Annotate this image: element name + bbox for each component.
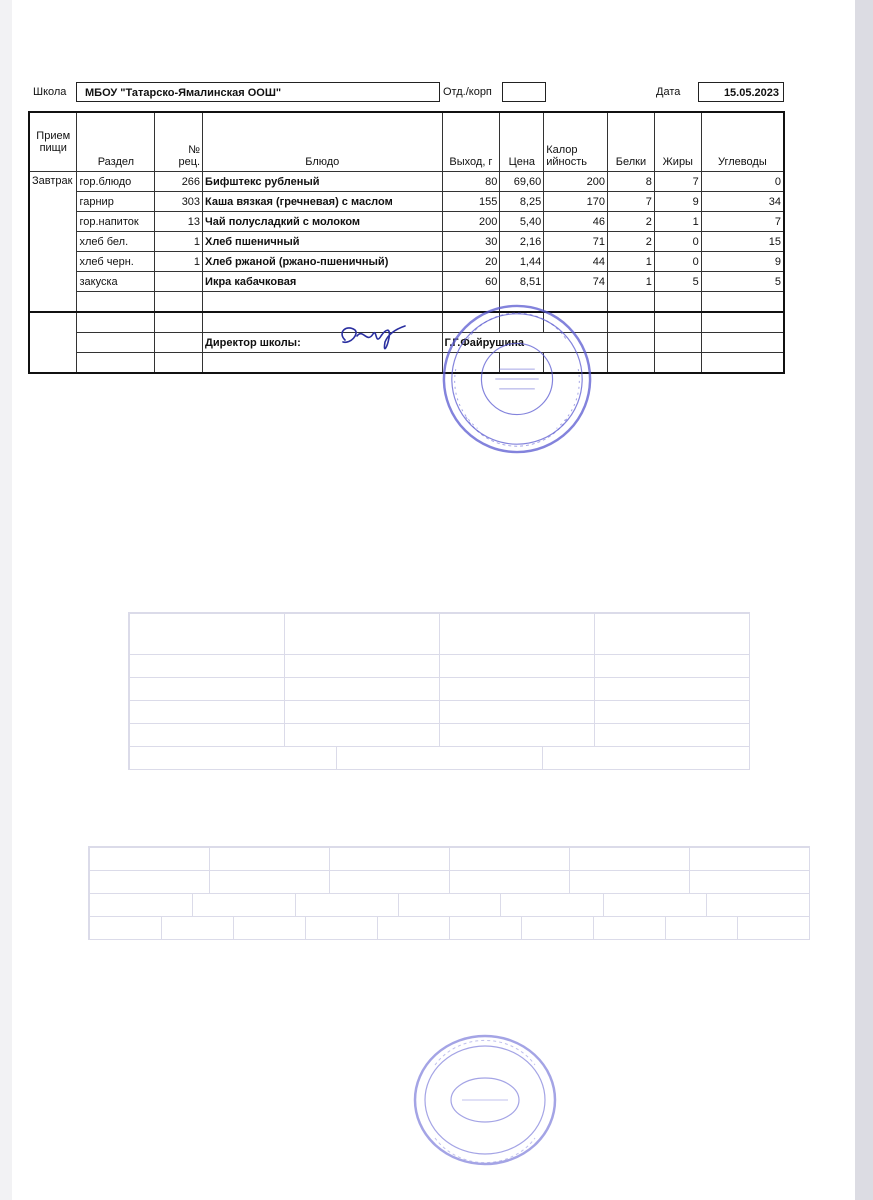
fat-cell: 5 bbox=[654, 272, 701, 292]
protein-cell: 2 bbox=[608, 212, 655, 232]
section-cell: гор.напиток bbox=[77, 212, 155, 232]
table-row-empty bbox=[29, 292, 784, 313]
scan-right-edge bbox=[855, 0, 873, 1200]
calories-cell: 170 bbox=[544, 192, 608, 212]
price-cell: 8,25 bbox=[500, 192, 544, 212]
col-dish-header: Блюдо bbox=[203, 112, 442, 172]
recipe-cell: 266 bbox=[155, 172, 203, 192]
school-label: Школа bbox=[33, 86, 67, 98]
company-seal-bleedthrough bbox=[410, 1030, 560, 1170]
carbs-cell: 7 bbox=[701, 212, 784, 232]
table-row bbox=[29, 192, 784, 212]
fat-cell: 0 bbox=[654, 252, 701, 272]
table-row bbox=[29, 272, 784, 292]
price-cell: 2,16 bbox=[500, 232, 544, 252]
col-output-header: Выход, г bbox=[442, 112, 500, 172]
recipe-cell: 13 bbox=[155, 212, 203, 232]
section-cell: закуска bbox=[77, 272, 155, 292]
output-cell: 155 bbox=[442, 192, 500, 212]
dish-cell: Хлеб пшеничный bbox=[203, 232, 442, 252]
fat-cell: 7 bbox=[654, 172, 701, 192]
meal-cell: Завтрак bbox=[29, 172, 77, 313]
price-cell: 69,60 bbox=[500, 172, 544, 192]
section-cell: гор.блюдо bbox=[77, 172, 155, 192]
fat-cell: 0 bbox=[654, 232, 701, 252]
output-cell: 20 bbox=[442, 252, 500, 272]
calories-cell: 44 bbox=[544, 252, 608, 272]
section-cell: хлеб черн. bbox=[77, 252, 155, 272]
calories-cell: 200 bbox=[544, 172, 608, 192]
table-row bbox=[29, 172, 784, 192]
director-name: Г.Г.Файрушина bbox=[442, 333, 608, 353]
recipe-cell: 1 bbox=[155, 232, 203, 252]
section-cell: хлеб бел. bbox=[77, 232, 155, 252]
col-recipe-header: № рец. bbox=[155, 112, 203, 172]
date-label: Дата bbox=[656, 86, 681, 98]
carbs-cell: 34 bbox=[701, 192, 784, 212]
dish-cell: Хлеб ржаной (ржано-пшеничный) bbox=[203, 252, 442, 272]
school-seal-stamp bbox=[438, 300, 596, 458]
price-cell: 1,44 bbox=[500, 252, 544, 272]
protein-cell: 1 bbox=[608, 272, 655, 292]
school-name-field: МБОУ "Татарско-Ямалинская ООШ" bbox=[76, 82, 440, 102]
col-carbs-header: Углеводы bbox=[701, 112, 784, 172]
col-protein-header: Белки bbox=[608, 112, 655, 172]
fat-cell: 9 bbox=[654, 192, 701, 212]
protein-cell: 7 bbox=[608, 192, 655, 212]
scan-left-edge bbox=[0, 0, 12, 1200]
output-cell: 200 bbox=[442, 212, 500, 232]
price-cell: 5,40 bbox=[500, 212, 544, 232]
col-meal-header: Прием пищи bbox=[29, 112, 77, 172]
carbs-cell: 15 bbox=[701, 232, 784, 252]
col-section-header: Раздел bbox=[77, 112, 155, 172]
director-label: Директор школы: bbox=[203, 333, 442, 353]
carbs-cell: 0 bbox=[701, 172, 784, 192]
dept-label: Отд./корп bbox=[443, 86, 492, 98]
carbs-cell: 9 bbox=[701, 252, 784, 272]
dish-cell: Бифштекс рубленый bbox=[203, 172, 442, 192]
dish-cell: Каша вязкая (гречневая) с маслом bbox=[203, 192, 442, 212]
table-row bbox=[29, 212, 784, 232]
price-cell: 8,51 bbox=[500, 272, 544, 292]
col-calories-header: Калор ийность bbox=[544, 112, 608, 172]
output-cell: 80 bbox=[442, 172, 500, 192]
protein-cell: 2 bbox=[608, 232, 655, 252]
table-row bbox=[29, 252, 784, 272]
date-field: 15.05.2023 bbox=[698, 82, 784, 102]
bleedthrough-reverse-side bbox=[90, 380, 810, 1080]
dept-field bbox=[502, 82, 546, 102]
section-cell: гарнир bbox=[77, 192, 155, 212]
protein-cell: 1 bbox=[608, 252, 655, 272]
dish-cell: Икра кабачковая bbox=[203, 272, 442, 292]
bleedthrough-table-2 bbox=[128, 612, 750, 770]
signature-graphic bbox=[333, 318, 413, 358]
calories-cell: 71 bbox=[544, 232, 608, 252]
output-cell: 30 bbox=[442, 232, 500, 252]
output-cell: 60 bbox=[442, 272, 500, 292]
recipe-cell: 303 bbox=[155, 192, 203, 212]
fat-cell: 1 bbox=[654, 212, 701, 232]
calories-cell: 74 bbox=[544, 272, 608, 292]
bleedthrough-table bbox=[88, 846, 810, 940]
col-price-header: Цена bbox=[500, 112, 544, 172]
dish-cell: Чай полусладкий с молоком bbox=[203, 212, 442, 232]
recipe-cell: 1 bbox=[155, 252, 203, 272]
protein-cell: 8 bbox=[608, 172, 655, 192]
table-row bbox=[29, 232, 784, 252]
carbs-cell: 5 bbox=[701, 272, 784, 292]
recipe-cell bbox=[155, 272, 203, 292]
calories-cell: 46 bbox=[544, 212, 608, 232]
col-fat-header: Жиры bbox=[654, 112, 701, 172]
table-header-row bbox=[29, 112, 784, 172]
